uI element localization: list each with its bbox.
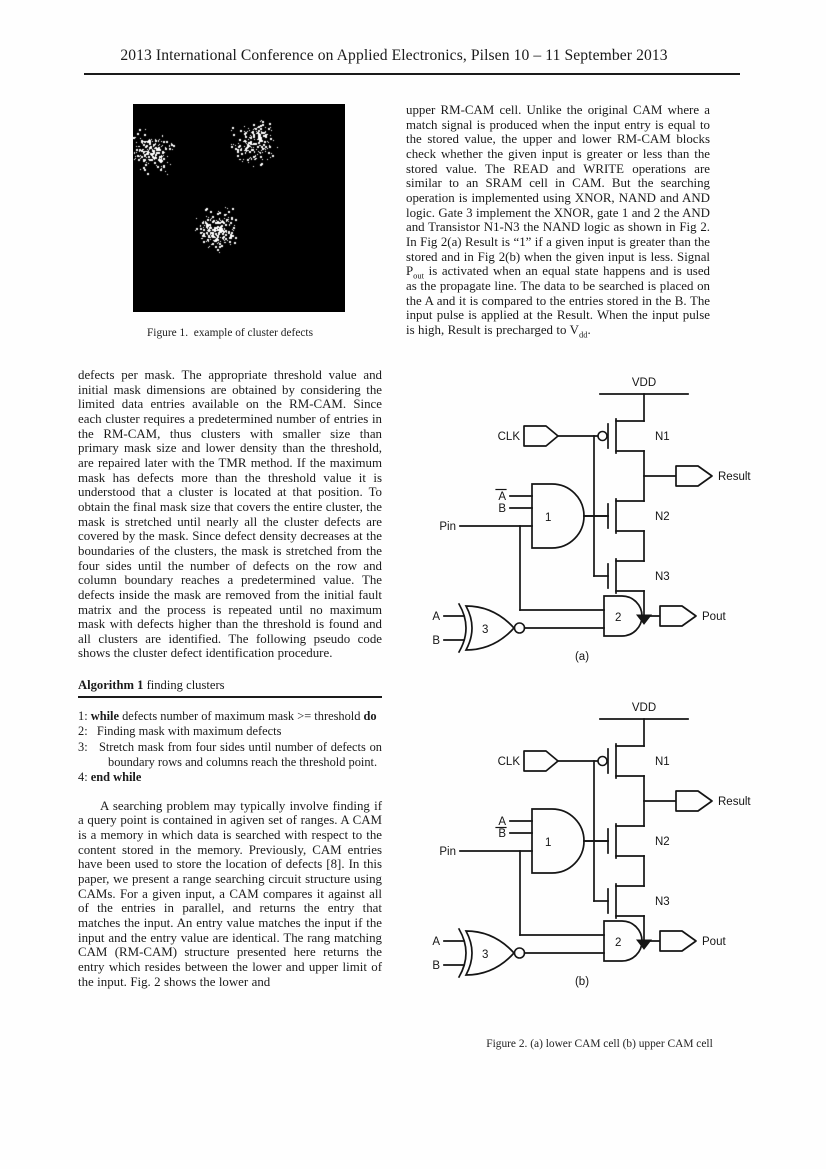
figure2b-upper-cam-cell	[432, 691, 767, 996]
result-label: Result	[718, 795, 751, 808]
algorithm-number: Algorithm 1	[78, 678, 144, 693]
xnor-b-label: B	[432, 634, 440, 647]
algorithm-heading	[78, 678, 382, 693]
figure2-caption: Figure 2. (a) lower CAM cell (b) upper CAM cell	[486, 1037, 713, 1050]
pout-output-port	[660, 931, 726, 951]
conference-header: 2013 International Conference on Applied Electronics, Pilsen 10 – 11 September 2013	[120, 47, 668, 64]
gate3-label: 3	[482, 623, 489, 636]
figure1-cluster-defects-image	[133, 104, 345, 312]
algorithm-lines	[78, 708, 386, 786]
clk-input-port	[498, 751, 597, 771]
xnor-gate-3	[432, 929, 604, 977]
gate1-input-bottom-label: B	[498, 502, 506, 515]
header-rule	[84, 73, 740, 75]
xnor-a-label: A	[432, 935, 440, 948]
xnor-gate-3	[432, 604, 604, 652]
algorithm-title: finding clusters	[143, 678, 225, 693]
figure2a-circuit-svg	[432, 366, 767, 666]
result-output-port	[644, 776, 751, 826]
clk-branch-wire	[594, 436, 608, 576]
vdd-rail	[600, 702, 688, 746]
algorithm-rule	[78, 696, 382, 698]
vdd-label: VDD	[631, 701, 657, 714]
and-gate-2	[604, 596, 660, 636]
result-label: Result	[718, 470, 751, 483]
pout-output-port	[660, 606, 726, 626]
gate1-label: 1	[545, 836, 552, 849]
gate1-input-top-label: A	[498, 815, 506, 828]
gate2-label: 2	[615, 611, 622, 624]
algorithm-line-3: 3: Stretch mask from four sides until number of defects on boundary rows and columns reach the threshold point.	[78, 739, 386, 769]
pmos-n1	[598, 744, 670, 778]
paragraph-defects-per-mask: defects per mask. The appropriate threshold value and initial mask dimensions are obtained by considering the limited data entries available on the RM-CAM. Since each cluster requires a predetermined number of entries in the RM-CAM, thus clusters with smaller size than primary mask size and lower density than the threshold, are repaired later with the TMR method. If the maximum mask has defects more than the threshold value it is understood that a cluster is located at that position. To obtain the final mask size that covers the entire cluster, the mask is stretched until nearly all the cluster defects are covered by the mask. Since defect density decreases at the boundaries of the clusters, the mask is stretched from the four sides until the number of defects on the row and column boundary reaches a predetermined value. The defects inside the mask are removed from the initial fault matrix and the process is repeated until no maximum mask with defects higher than the threshold is found and all clusters are identified. The following pseudo code shows the cluster defect identification procedure.	[78, 368, 382, 661]
pout-label: Pout	[702, 610, 726, 623]
nmos-n3	[608, 531, 670, 593]
nmos-n3	[608, 856, 670, 918]
n2-label: N2	[655, 835, 670, 848]
clk-input-port	[498, 426, 597, 446]
figure2b-circuit-svg	[432, 691, 767, 991]
algorithm-block	[78, 678, 386, 786]
result-output-port	[644, 451, 751, 501]
n1-label: N1	[655, 755, 670, 768]
algorithm-line-1: 1: while defects number of maximum mask >= threshold do	[78, 708, 377, 723]
column-right	[406, 103, 751, 1050]
ground-symbol	[637, 916, 651, 949]
gate1-input-top-label: A	[498, 490, 506, 503]
n3-label: N3	[655, 895, 670, 908]
pout-subscript: out	[413, 270, 425, 281]
clk-label: CLK	[497, 430, 520, 443]
figure2a-lower-cam-cell	[432, 366, 767, 671]
gate2-label: 2	[615, 936, 622, 949]
gate1-label: 1	[545, 511, 552, 524]
algorithm-line-2: 2: Finding mask with maximum defects	[78, 724, 282, 739]
pin-label: Pin	[439, 845, 456, 858]
vdd-rail	[600, 377, 688, 421]
ground-symbol	[637, 591, 651, 624]
and-gate-1	[496, 809, 608, 873]
paragraph-upper-rm-cam: upper RM-CAM cell. Unlike the original CAM where a match signal is produced when the input entry is equal to the stored value, the upper and lower RM-CAM blocks check whether the given input is greater or less than the stored value. The READ and WRITE operations are similar to an SRAM cell in CAM. But the searching operation is implemented using XNOR, NAND and AND logic. Gate 3 implement the XNOR, gate 1 and 2 the AND and Transistor N1-N3 the NAND logic as shown in Fig 2. In Fig 2(a) Result is “1” if a given input is greater than the stored and in Fig 2(b) when the given input is less. Signal $P_{out}$ is activated when an equal state happens and is used as the propagate line. The data to be searched is placed on the A and it is compared to the entries stored in the B. The input pulse is applied at the Result. When the input pulse is high, Result is precharged to $V_{dd}$.	[406, 103, 710, 340]
n1-label: N1	[655, 430, 670, 443]
and-gate-2	[604, 921, 660, 961]
clk-label: CLK	[497, 755, 520, 768]
figure1-caption: Figure 1. example of cluster defects	[146, 327, 314, 339]
xnor-b-label: B	[432, 959, 440, 972]
clk-branch-wire	[594, 761, 608, 901]
gate3-label: 3	[482, 948, 489, 961]
pin-label: Pin	[439, 520, 456, 533]
n2-label: N2	[655, 510, 670, 523]
column-left	[78, 104, 386, 989]
and-gate-1	[496, 484, 608, 548]
vdd-subscript: dd	[578, 329, 588, 340]
gate1-input-bottom-label: B	[498, 827, 506, 840]
xnor-a-label: A	[432, 610, 440, 623]
algorithm-line-4: 4: end while	[78, 770, 142, 785]
circuit-tag: (a)	[574, 650, 590, 663]
pmos-n1	[598, 419, 670, 453]
circuit-tag: (b)	[574, 975, 590, 988]
vdd-label: VDD	[631, 376, 657, 389]
n3-label: N3	[655, 570, 670, 583]
pout-label: Pout	[702, 935, 726, 948]
paragraph-searching-problem: A searching problem may typically involve finding if a query point is contained in agiven set of ranges. A CAM is a memory in which data is searched with respect to the content stored in the memory. Previously, CAM entries have been used to store the location of defects [8]. In this paper, we present a range searching circuit structure using CAMs. For a given input, a CAM compares it against all of the entries in parallel, and returns the entry that matches the input. An entry value matches the input if the input and the entry value are identical. The rang matching CAM (RM-CAM) structure presented here returns the entry which resides between the lower and upper limit of the input. Fig. 2 shows the lower and	[78, 798, 382, 989]
